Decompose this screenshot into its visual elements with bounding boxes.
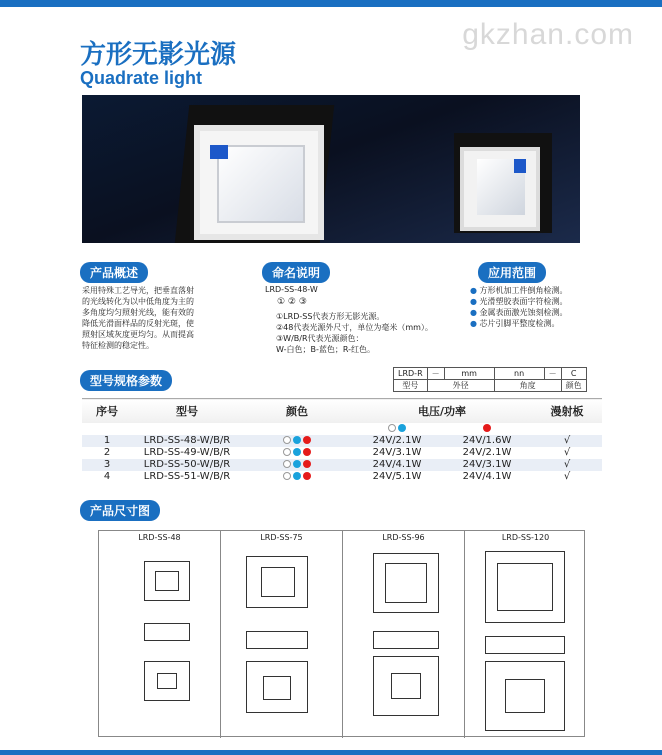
overview-label: 产品概述 xyxy=(80,262,148,283)
application-list: ● 方形机加工件倒角检测。 ● 光滑塑胶表面字符检测。 ● 金属表面激光蚀刻检测。 ● 芯片引脚平整度检测。 xyxy=(470,286,568,328)
dims-label: 产品尺寸图 xyxy=(80,500,160,521)
col-color: 颜色 xyxy=(286,404,308,418)
naming-label: 命名说明 xyxy=(262,262,330,283)
table-row: 1 LRD-SS-48-W/B/R 24V/2.1W 24V/1.6W √ xyxy=(82,435,602,447)
naming-nums: ① ② ③ xyxy=(277,297,307,307)
dim-drawing-120: LRD-SS-120 xyxy=(465,531,586,738)
naming-code: LRD-SS-48-W xyxy=(265,285,318,294)
page-title-en: Quadrate light xyxy=(80,68,203,88)
naming-key-table: LRD-R － mm nn － C 型号 外径 角度 颜色 xyxy=(393,367,587,392)
col-diffuser: 漫射板 xyxy=(550,404,584,418)
page-title-cn: 方形无影光源 xyxy=(80,40,237,70)
naming-text: ①LRD-SS代表方形无影光源。 ②48代表光源外尺寸，单位为毫米（mm）。 ③W/B/R代表光源颜色： W-白色；B-蓝色；R-红色。 xyxy=(276,312,433,354)
overview-text: 采用特殊工艺导光，把垂直落射 的光线转化为以中低角度为主的 多角度均匀照射光线，能有效的 降低光滑面样品的反射光斑，使 照射区域灰度更均匀。从而提高 特征检测的稳定性。 xyxy=(82,286,194,350)
bottom-bar xyxy=(0,750,662,755)
dim-drawing-48: LRD-SS-48 xyxy=(99,531,221,738)
dimension-drawings xyxy=(98,530,585,737)
watermark: gkzhan.com xyxy=(462,18,634,51)
table-row: 2 LRD-SS-49-W/B/R 24V/3.1W 24V/2.1W √ xyxy=(103,447,571,458)
table-row: 4 LRD-SS-51-W/B/R 24V/5.1W 24V/4.1W √ xyxy=(103,471,571,482)
table-row: 3 LRD-SS-50-W/B/R 24V/4.1W 24V/3.1W √ xyxy=(82,459,602,471)
col-model: 型号 xyxy=(176,404,198,418)
dim-drawing-75: LRD-SS-75 xyxy=(221,531,343,738)
col-no: 序号 xyxy=(96,404,118,418)
col-power: 电压/功率 xyxy=(417,404,467,418)
application-label: 应用范围 xyxy=(478,262,546,283)
spec-table xyxy=(82,398,602,483)
top-bar xyxy=(0,0,662,7)
dim-drawing-96: LRD-SS-96 xyxy=(343,531,465,738)
product-photo xyxy=(82,95,580,243)
spec-label: 型号规格参数 xyxy=(80,370,172,391)
